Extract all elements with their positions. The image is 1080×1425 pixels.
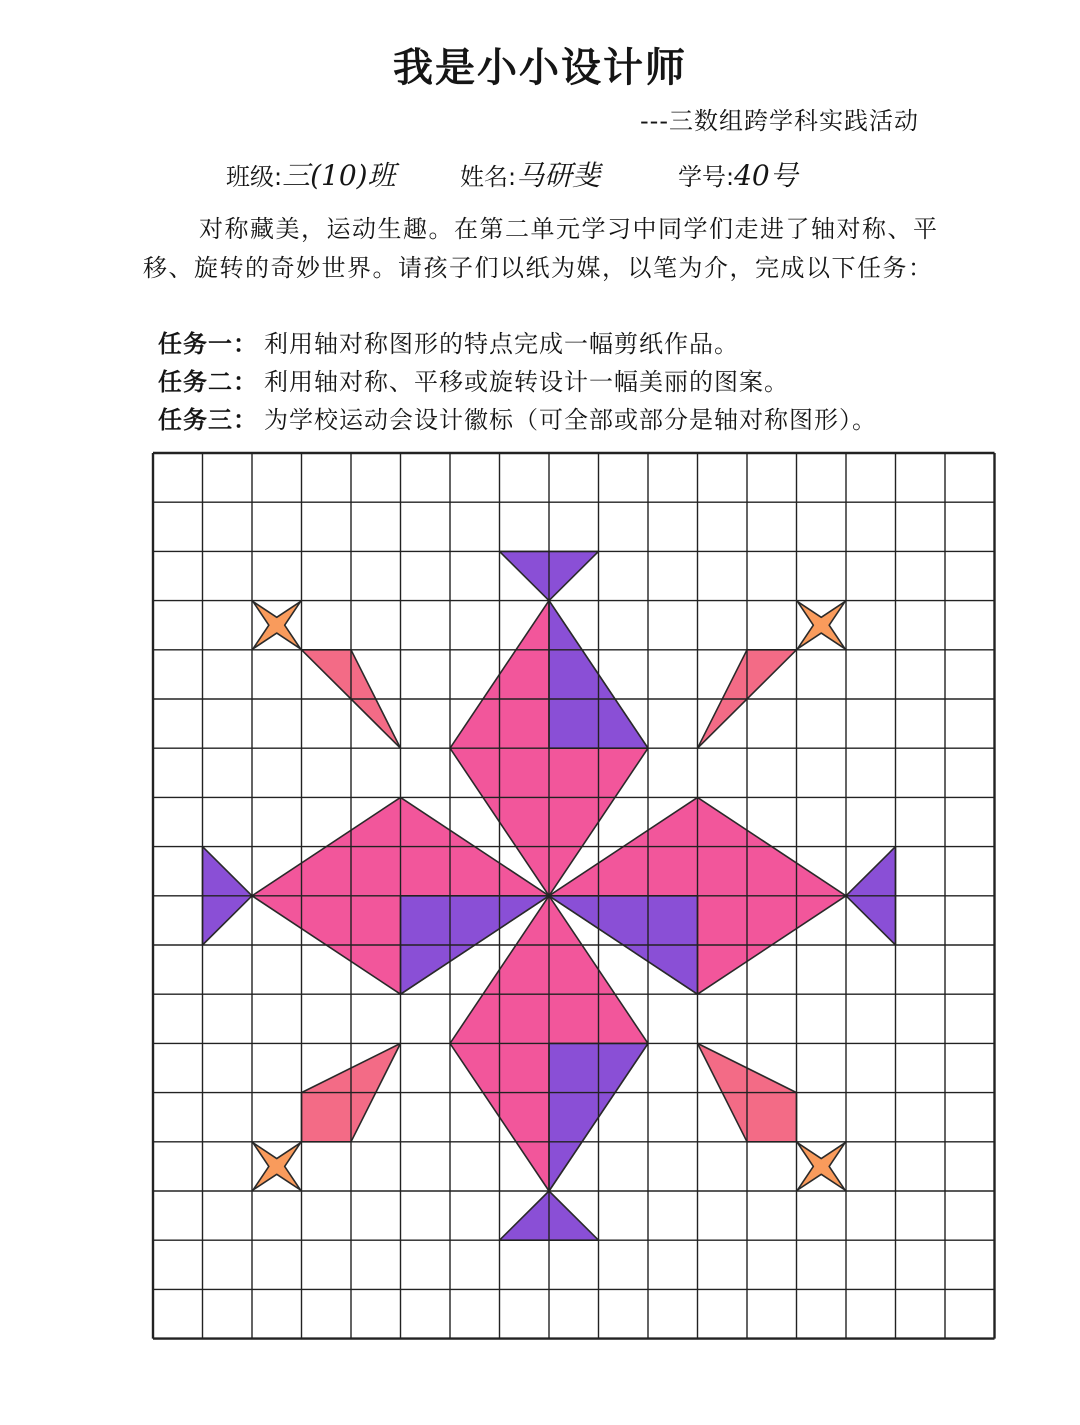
grid-lines [153, 453, 995, 1339]
task-item-3 [158, 400, 1018, 438]
task-label: 任务一： [158, 330, 258, 358]
task-list [158, 324, 1018, 438]
page-subtitle: ---三数组跨学科实践活动 [640, 107, 919, 135]
grid-drawing [150, 450, 998, 1340]
student-id-value: 40号 [734, 159, 798, 192]
pattern-star-bottom-right [797, 1143, 845, 1190]
name-field [460, 154, 600, 194]
name-value: 马研斐 [516, 159, 601, 192]
task-label: 任务三： [158, 406, 258, 434]
intro-paragraph: 对称藏美，运动生趣。在第二单元学习中同学们走进了轴对称、平移、旋转的奇妙世界。请孩子们以纸为媒，以笔为介，完成以下任务： [143, 215, 939, 282]
name-label: 姓名: [460, 162, 517, 191]
student-id-field [678, 154, 798, 194]
task-text: 利用轴对称图形的特点完成一幅剪纸作品。 [264, 330, 739, 358]
pattern-star-top-left [253, 602, 301, 649]
class-field [226, 154, 396, 194]
pattern-star-bottom-left [253, 1143, 301, 1190]
design-grid [150, 450, 998, 1340]
task-text: 利用轴对称、平移或旋转设计一幅美丽的图案。 [264, 368, 789, 396]
page-title: 我是小小设计师 [393, 45, 687, 91]
student-id-label: 学号: [678, 162, 735, 191]
class-value: 三(10)班 [282, 159, 396, 192]
student-info-row [226, 154, 926, 204]
pattern-star-top-right [797, 602, 845, 649]
task-item-2 [158, 362, 1018, 400]
class-label: 班级: [226, 162, 283, 191]
task-text: 为学校运动会设计徽标（可全部或部分是轴对称图形）。 [264, 406, 877, 434]
task-label: 任务二： [158, 368, 258, 396]
task-item-1 [158, 324, 1018, 362]
